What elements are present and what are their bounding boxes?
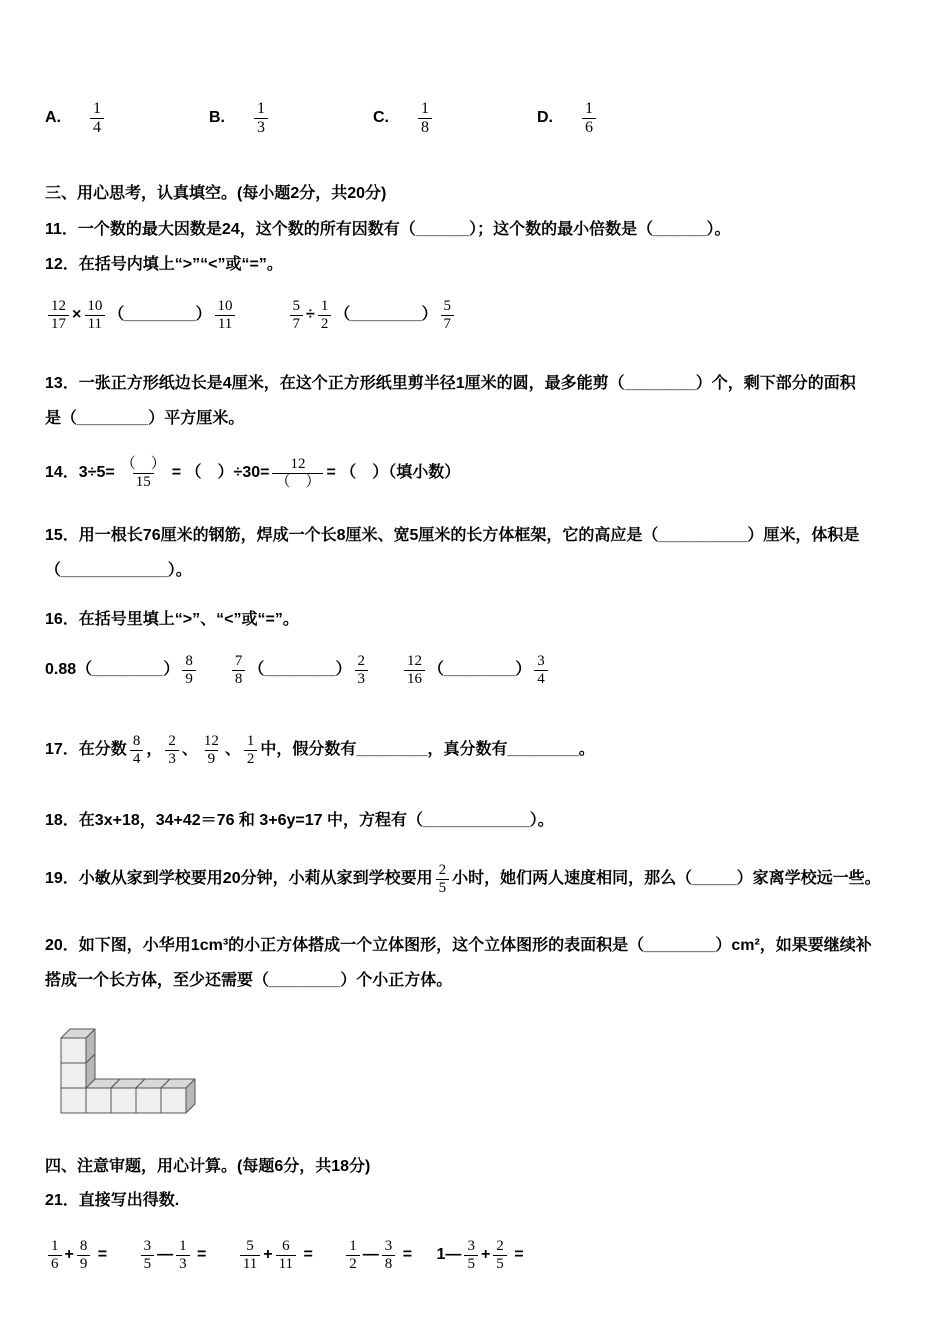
- q19: [45, 852, 905, 906]
- spacer: [112, 1255, 138, 1256]
- fraction-numerator: 12: [407, 652, 423, 669]
- fraction: [141, 1238, 155, 1273]
- fraction-numerator: 10: [87, 297, 103, 314]
- spacer: [417, 1255, 437, 1256]
- fraction: [346, 1238, 360, 1273]
- fraction-numerator: 1: [585, 99, 593, 117]
- text-run: —: [362, 1246, 379, 1264]
- fraction-numerator: 5: [292, 297, 301, 314]
- q14: [45, 446, 905, 500]
- fraction-denominator: 11: [276, 1255, 296, 1273]
- text-run: （________）: [428, 661, 532, 679]
- fraction: [48, 298, 69, 333]
- fraction-numerator: 12: [51, 297, 66, 314]
- fraction: [182, 653, 196, 688]
- text-run: 中，假分数有________，真分数有________。: [260, 741, 595, 759]
- q15-line1: 15．用一根长76厘米的钢筋，焊成一个长8厘米、宽5厘米的长方体框架，它的高应是（__________）厘米，体积是: [45, 527, 860, 544]
- fraction-denominator: 3: [254, 118, 268, 137]
- fraction-numerator: 12: [203, 732, 219, 749]
- fraction-numerator: 2: [438, 861, 447, 878]
- text-run: = （ ）（填小数）: [326, 464, 461, 482]
- choice-label: A.: [45, 109, 61, 126]
- fraction-denominator: 3: [176, 1255, 190, 1273]
- fraction: [201, 733, 222, 768]
- q11: 11．一个数的最大因数是24，这个数的所有因数有（______）；这个数的最小倍数是（______）。: [45, 221, 731, 238]
- text-run: 0.88（________）: [45, 661, 180, 679]
- fraction-denominator: 9: [182, 670, 196, 688]
- fraction-numerator: 7: [234, 652, 243, 669]
- choice-option: [209, 100, 373, 137]
- fraction-numerator: 1: [320, 297, 329, 314]
- fraction: [436, 862, 450, 897]
- q15-line2: （____________）。: [45, 562, 192, 579]
- fraction: [176, 1238, 190, 1273]
- cube-figure-svg: [53, 1010, 203, 1120]
- cube-unit: [61, 1029, 95, 1063]
- fraction-denominator: 4: [130, 750, 144, 768]
- fraction-denominator: 11: [85, 315, 105, 333]
- fraction: [215, 298, 236, 333]
- fraction-numerator: 1: [51, 1237, 59, 1254]
- fraction-numerator: 2: [357, 652, 366, 669]
- q21-expressions: [45, 1228, 905, 1282]
- fraction-numerator: 8: [132, 732, 141, 749]
- fraction: [382, 1238, 396, 1273]
- fraction-denominator: 4: [534, 670, 548, 688]
- text-run: +: [480, 1246, 491, 1264]
- fraction-denominator: 5: [141, 1255, 155, 1273]
- choice-label: B.: [209, 109, 225, 126]
- spacer: [371, 670, 401, 671]
- spacer: [199, 670, 229, 671]
- text-run: =: [93, 1246, 112, 1264]
- fraction-numerator: 1: [421, 99, 429, 117]
- document-body: [45, 92, 905, 1282]
- fraction: [272, 456, 323, 491]
- fraction-numerator: 5: [246, 1237, 254, 1254]
- choice-option: [537, 100, 599, 137]
- fraction: [240, 1238, 260, 1273]
- fraction-denominator: 8: [418, 118, 432, 137]
- fraction-numerator: （ ）: [120, 455, 166, 472]
- q20-line1: 20．如下图，小华用1cm³的小正方体搭成一个立体图形，这个立体图形的表面积是（________）cm²，如果要继续补: [45, 937, 872, 954]
- q13-line1: 13．一张正方形纸边长是4厘米，在这个正方形纸里剪半径1厘米的圆，最多能剪（________）个，剩下部分的面积: [45, 375, 856, 392]
- fraction-denominator: 6: [582, 118, 596, 137]
- fraction: [464, 1238, 478, 1273]
- spacer: [317, 1255, 343, 1256]
- fraction: [441, 298, 455, 333]
- text-run: 、: [181, 741, 198, 759]
- fraction: [48, 1238, 62, 1273]
- cube-stack-figure: [53, 1010, 905, 1125]
- text-run: =: [398, 1246, 417, 1264]
- text-run: ÷: [306, 306, 315, 324]
- fraction-numerator: 10: [217, 297, 233, 314]
- fraction-denominator: 2: [318, 315, 332, 333]
- section-3-heading: 三、用心思考，认真填空。(每小题2分，共20分): [45, 185, 387, 202]
- fraction: [404, 653, 425, 688]
- text-run: ×: [72, 306, 82, 324]
- fraction: [232, 653, 246, 688]
- fraction-numerator: 3: [537, 652, 545, 669]
- q13-line2: 是（________）平方厘米。: [45, 410, 245, 427]
- fraction: [418, 100, 432, 137]
- fraction-numerator: 8: [79, 1237, 88, 1254]
- text-run: +: [263, 1246, 273, 1264]
- fraction: [90, 100, 104, 137]
- fraction: [534, 653, 548, 688]
- fraction: [355, 653, 369, 688]
- text-run: 17．在分数: [45, 741, 127, 759]
- fraction-numerator: 3: [143, 1237, 152, 1254]
- fraction-denominator: 6: [48, 1255, 62, 1273]
- q12-expressions: [45, 288, 905, 342]
- fraction-numerator: 3: [384, 1237, 393, 1254]
- fraction-denominator: 4: [90, 118, 104, 137]
- choice-option: [373, 100, 537, 137]
- fraction-denominator: 5: [436, 879, 450, 897]
- q20-line2: 搭成一个长方体，至少还需要（________）个小正方体。: [45, 972, 453, 989]
- fraction-denominator: 9: [205, 750, 219, 768]
- text-run: （________）: [334, 306, 438, 324]
- text-run: 14．3÷5=: [45, 464, 115, 482]
- text-run: +: [64, 1246, 74, 1264]
- cube-unit: [161, 1079, 195, 1113]
- text-run: = （ ）÷30=: [171, 464, 270, 482]
- fraction-numerator: 1: [179, 1237, 187, 1254]
- fraction: [118, 456, 169, 491]
- fraction-denominator: 8: [382, 1255, 396, 1273]
- fraction: [276, 1238, 296, 1273]
- fraction-numerator: 1: [246, 732, 255, 749]
- fraction-denominator: 16: [404, 670, 425, 688]
- fraction: [77, 1238, 91, 1273]
- fraction: [84, 298, 105, 333]
- fraction-denominator: 11: [240, 1255, 260, 1273]
- fraction-denominator: 11: [215, 315, 235, 333]
- spacer: [211, 1255, 237, 1256]
- fraction: [290, 298, 304, 333]
- fraction-numerator: 5: [443, 297, 452, 314]
- fraction-denominator: 17: [48, 315, 69, 333]
- fraction-denominator: 7: [290, 315, 304, 333]
- fraction-numerator: 3: [467, 1237, 475, 1254]
- text-run: 19．小敏从家到学校要用20分钟，小莉从家到学校要用: [45, 870, 433, 888]
- section-4-heading: 四、注意审题，用心计算。(每题6分，共18分): [45, 1158, 371, 1175]
- fraction-numerator: 1: [257, 99, 265, 117]
- fraction-numerator: 1: [349, 1237, 357, 1254]
- fraction-denominator: 3: [165, 750, 179, 768]
- text-run: =: [192, 1246, 211, 1264]
- choice-label: D.: [537, 109, 553, 126]
- q17: [45, 723, 905, 777]
- text-run: 1—: [436, 1246, 462, 1264]
- fraction: [165, 733, 179, 768]
- fraction-denominator: 5: [464, 1255, 478, 1273]
- text-run: （________）: [248, 661, 352, 679]
- fraction-denominator: 3: [355, 670, 369, 688]
- fraction-denominator: 5: [493, 1255, 507, 1273]
- fraction-numerator: 8: [185, 652, 193, 669]
- fraction: [254, 100, 268, 137]
- fraction: [318, 298, 332, 333]
- fraction-numerator: 2: [168, 732, 176, 749]
- spacer: [239, 315, 287, 316]
- text-run: =: [299, 1246, 318, 1264]
- fraction-denominator: 15: [133, 473, 154, 491]
- text-run: （________）: [108, 306, 212, 324]
- text-run: =: [509, 1246, 524, 1264]
- q18: 18．在3x+18，34+42＝76 和 3+6y=17 中，方程有（____________）。: [45, 812, 554, 829]
- fraction-denominator: 2: [346, 1255, 360, 1273]
- fraction: [582, 100, 596, 137]
- fraction: [130, 733, 144, 768]
- fraction: [244, 733, 258, 768]
- fraction-numerator: 2: [496, 1237, 504, 1254]
- q16-expressions: [45, 643, 905, 697]
- fraction: [493, 1238, 507, 1273]
- fraction-denominator: 8: [232, 670, 246, 688]
- fraction-denominator: （ ）: [272, 473, 323, 491]
- text-run: 、: [224, 741, 241, 759]
- choice-label: C.: [373, 109, 389, 126]
- fraction-denominator: 2: [244, 750, 258, 768]
- q16: 16．在括号里填上“>”、“<”或“=”。: [45, 611, 299, 628]
- choice-options-row: [45, 92, 905, 144]
- q21: 21．直接写出得数.: [45, 1192, 180, 1209]
- text-run: —: [157, 1246, 174, 1264]
- fraction-denominator: 9: [77, 1255, 91, 1273]
- fraction-numerator: 6: [282, 1237, 290, 1254]
- fraction-denominator: 7: [441, 315, 455, 333]
- text-run: ，: [146, 741, 163, 759]
- text-run: 小时，她们两人速度相同，那么（_____）家离学校远一些。: [452, 870, 881, 888]
- fraction-numerator: 1: [93, 99, 101, 117]
- q12: 12．在括号内填上“>”“<”或“=”。: [45, 256, 283, 273]
- fraction-numerator: 12: [290, 455, 306, 472]
- choice-option: [45, 100, 209, 137]
